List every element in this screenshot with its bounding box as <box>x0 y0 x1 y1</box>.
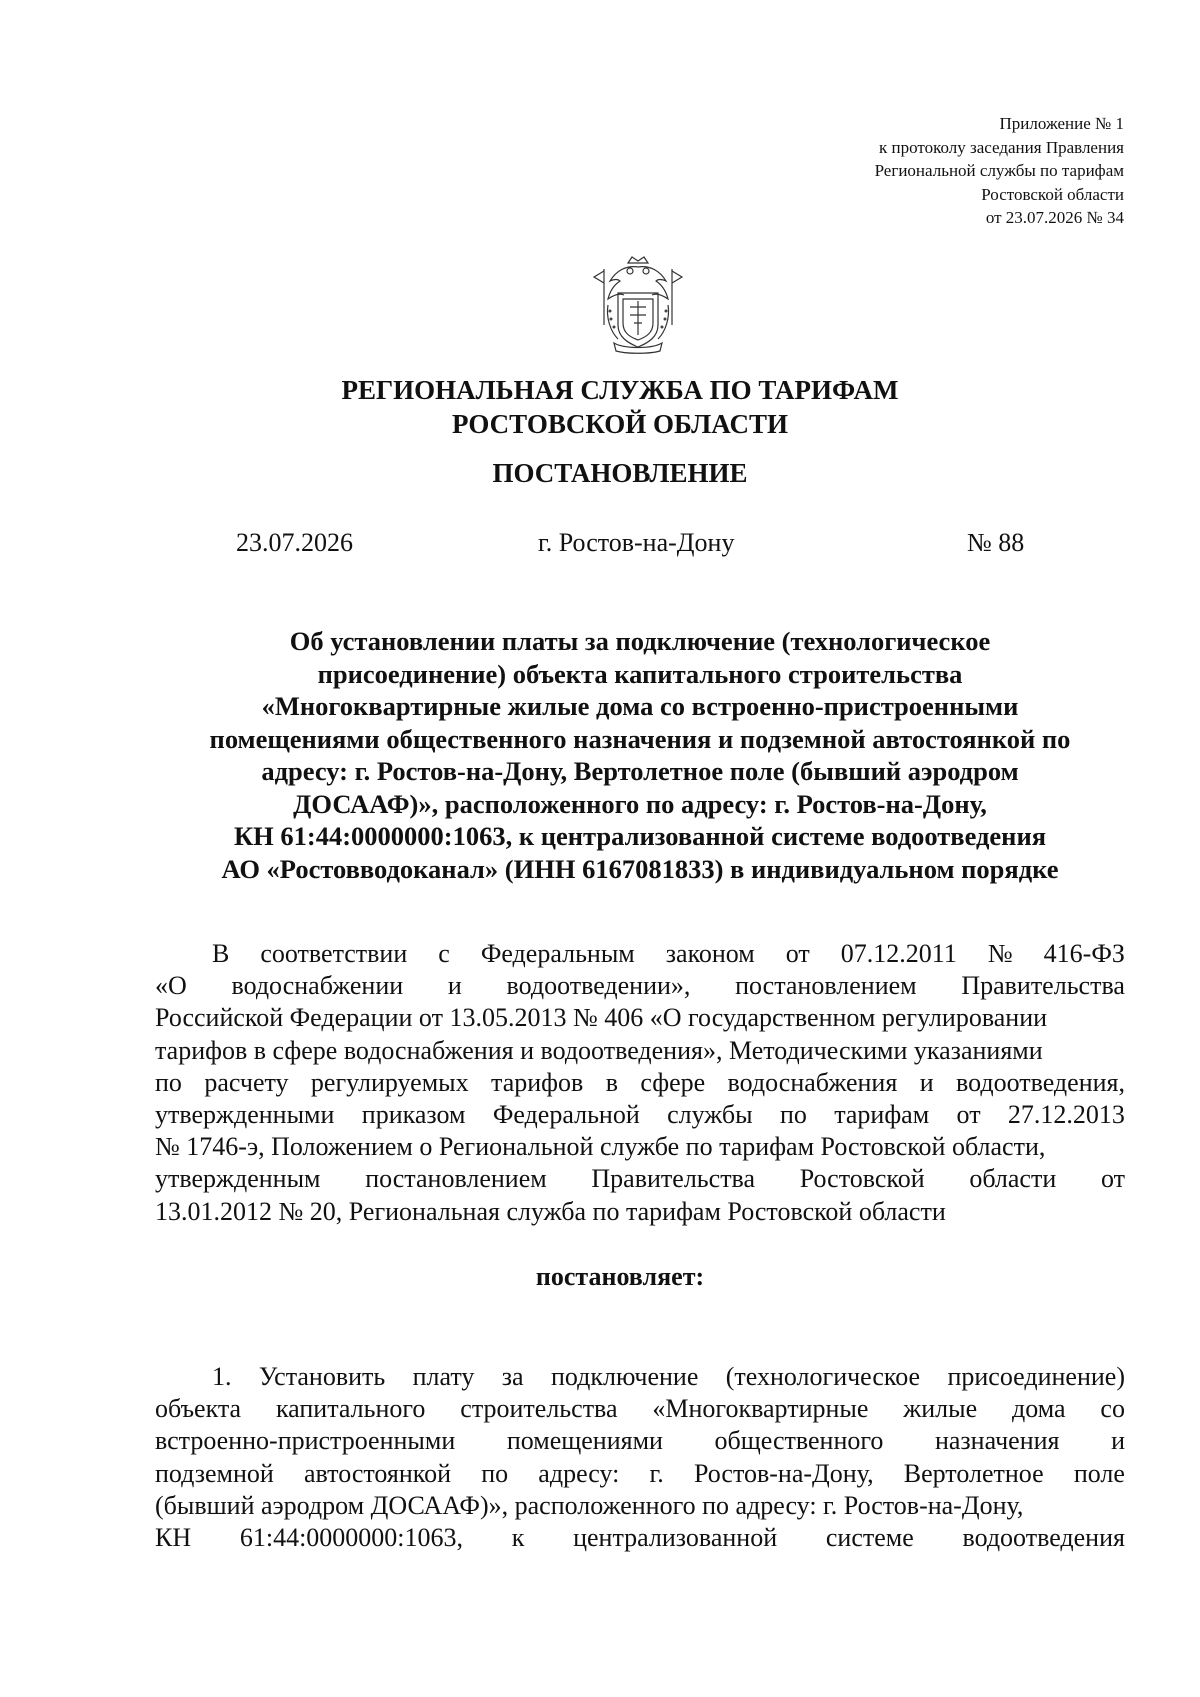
paragraph-word: водоотведения, <box>956 1067 1125 1097</box>
title-line: АО «Ростовводоканал» (ИНН 6167081833) в индивидуальном порядке <box>221 853 1059 884</box>
paragraph-word: области <box>969 1164 1057 1194</box>
paragraph-word: водоснабжении <box>231 971 404 1001</box>
paragraph-line <box>155 970 1125 1002</box>
paragraph-word: тарифам <box>834 1100 930 1130</box>
paragraph-word: 416-ФЗ <box>1043 939 1125 968</box>
paragraph-word: Ростовской <box>799 1164 925 1194</box>
title-line: ДОСААФ)», расположенного по адресу: г. Ростов-на-Дону, <box>293 788 987 819</box>
paragraph-word: к <box>511 1523 525 1553</box>
paragraph-word: сфере <box>640 1067 706 1097</box>
paragraph-word: «Многоквартирные <box>652 1394 869 1424</box>
paragraph-line <box>155 1002 1125 1034</box>
paragraph-word: 61:44:0000000:1063, <box>239 1523 464 1553</box>
paragraph-word: от <box>785 939 810 968</box>
title-line: присоединение) объекта капитального строительства <box>317 658 963 689</box>
paragraph-word: общественного <box>714 1426 884 1456</box>
paragraph-word: со <box>1100 1394 1125 1424</box>
paragraph-word: приказом <box>361 1100 466 1130</box>
paragraph-word: с <box>438 939 450 968</box>
title-line: адресу: г. Ростов-на-Дону, Вертолетное поле (бывший аэродром <box>261 756 1019 786</box>
paragraph-word: Ростов-на-Дону, <box>693 1458 874 1488</box>
paragraph-word: «О <box>155 971 187 1001</box>
paragraph-word: водоотведения <box>962 1523 1125 1553</box>
paragraph-line <box>155 1458 1125 1490</box>
title-line: Об установлении платы за подключение (технологическое <box>289 626 991 656</box>
paragraph-word: утвержденными <box>155 1100 335 1130</box>
paragraph-word: от <box>956 1100 981 1130</box>
paragraph-word: дома <box>1012 1394 1066 1424</box>
paragraph-word: объекта <box>155 1394 242 1424</box>
paragraph-word: 07.12.2011 <box>840 939 957 968</box>
paragraph-word: жилые <box>903 1394 978 1424</box>
paragraph-word: № <box>987 939 1013 968</box>
document-date: 23.07.2026 <box>236 528 353 557</box>
paragraph-word: подземной <box>155 1458 274 1488</box>
org-line: РОСТОВСКОЙ ОБЛАСТИ <box>452 409 788 439</box>
paragraph-word: плату <box>412 1362 475 1391</box>
paragraph-word: поле <box>1073 1458 1125 1488</box>
paragraph-word: подключение <box>550 1362 699 1391</box>
appendix-line: от 23.07.2026 № 34 <box>985 208 1124 227</box>
coat-of-arms-icon <box>590 255 686 355</box>
appendix-line: Приложение № 1 <box>999 114 1124 133</box>
paragraph-word: присоединение) <box>947 1362 1125 1391</box>
paragraph-line <box>155 1425 1125 1457</box>
paragraph-word: встроенно-пристроенными <box>155 1426 456 1456</box>
paragraph-line <box>155 1393 1125 1425</box>
paragraph-word: по <box>481 1458 509 1488</box>
document-type: ПОСТАНОВЛЕНИЕ <box>492 458 748 488</box>
preamble-paragraph <box>155 938 1125 1228</box>
paragraph-word: регулируемых <box>310 1067 469 1097</box>
paragraph-word: № 1746-э, Положением о Региональной службе по тарифам Ростовской области, <box>155 1132 1046 1162</box>
appendix-note <box>704 112 1124 230</box>
appendix-line: Региональной службы по тарифам <box>874 161 1124 180</box>
paragraph-word: Установить <box>258 1362 386 1391</box>
paragraph-word: Федеральным <box>480 939 635 968</box>
title-line: КН 61:44:0000000:1063, к централизованной системе водоотведения <box>233 821 1047 851</box>
paragraph-line <box>155 1035 1125 1067</box>
paragraph-word: тарифов <box>491 1067 584 1097</box>
paragraph-word: 27.12.2013 <box>1007 1100 1125 1130</box>
paragraph-word: водоснабжения <box>727 1067 898 1097</box>
item-1-paragraph <box>155 1361 1125 1554</box>
paragraph-word: службы <box>667 1100 753 1130</box>
paragraph-line <box>155 1361 1125 1393</box>
paragraph-line <box>155 1099 1125 1131</box>
paragraph-word: (бывший аэродром ДОСААФ)», расположенного по адресу: г. Ростов-на-Дону, <box>155 1490 1024 1520</box>
paragraph-word: постановлением <box>365 1164 547 1194</box>
paragraph-word: централизованной <box>573 1523 778 1553</box>
document-title <box>140 625 1140 885</box>
paragraph-word: капитального <box>275 1394 426 1424</box>
paragraph-line <box>155 1490 1125 1522</box>
paragraph-word: В <box>212 939 230 968</box>
paragraph-word: по <box>155 1067 182 1097</box>
paragraph-line <box>155 1196 1125 1228</box>
paragraph-word: и <box>447 971 462 1001</box>
paragraph-word: строительства <box>460 1394 618 1424</box>
title-line: помещениями общественного назначения и подземной автостоянкой по <box>209 723 1071 754</box>
document-city: г. Ростов-на-Дону <box>538 528 735 557</box>
paragraph-word: законом <box>665 939 755 968</box>
title-line: «Многоквартирные жилые дома со встроенно-пристроенными <box>261 691 1019 721</box>
paragraph-line <box>155 938 1125 970</box>
paragraph-word: Правительства <box>591 1164 756 1194</box>
paragraph-word: помещениями <box>506 1426 663 1456</box>
paragraph-line <box>155 1163 1125 1195</box>
paragraph-line <box>155 1067 1125 1099</box>
paragraph-word: за <box>501 1362 524 1391</box>
paragraph-word: в <box>605 1067 618 1097</box>
org-line: РЕГИОНАЛЬНАЯ СЛУЖБА ПО ТАРИФАМ <box>341 375 899 405</box>
paragraph-word: 13.01.2012 № 20, Региональная служба по тарифам Ростовской области <box>155 1196 946 1226</box>
paragraph-line <box>155 1131 1125 1163</box>
paragraph-line <box>155 1522 1125 1554</box>
paragraph-word: Правительства <box>961 971 1125 1001</box>
paragraph-word: тарифов в сфере водоснабжения и водоотведения», Методическими указаниями <box>155 1035 1043 1065</box>
paragraph-word: от <box>1100 1164 1125 1194</box>
paragraph-word: автостоянкой <box>304 1458 451 1488</box>
paragraph-word: Российской Федерации от 13.05.2013 № 406 «О государственном регулировании <box>155 1003 1048 1033</box>
paragraph-word: постановлением <box>735 971 917 1001</box>
document-number: № 88 <box>967 528 1025 557</box>
paragraph-word: расчету <box>204 1067 289 1097</box>
paragraph-word: (технологическое <box>725 1362 921 1391</box>
paragraph-word: КН <box>155 1523 192 1553</box>
paragraph-word: адресу: <box>538 1458 620 1488</box>
paragraph-word: Федеральной <box>492 1100 640 1130</box>
paragraph-word: водоотведении», <box>506 971 691 1001</box>
paragraph-word: назначения <box>934 1426 1060 1456</box>
appendix-line: к протоколу заседания Правления <box>879 137 1124 157</box>
paragraph-word: утвержденным <box>155 1164 321 1194</box>
paragraph-word: по <box>779 1100 807 1130</box>
appendix-line: Ростовской области <box>981 184 1124 204</box>
paragraph-word: системе <box>825 1523 914 1553</box>
paragraph-word: 1. <box>212 1362 232 1391</box>
decree-word: постановляет: <box>535 1262 705 1291</box>
paragraph-word: г. <box>649 1458 664 1488</box>
paragraph-word: и <box>1111 1426 1125 1456</box>
paragraph-word: и <box>919 1067 934 1097</box>
paragraph-word: соответствии <box>260 939 408 968</box>
organization-name <box>0 373 1200 441</box>
paragraph-word: Вертолетное <box>903 1458 1044 1488</box>
